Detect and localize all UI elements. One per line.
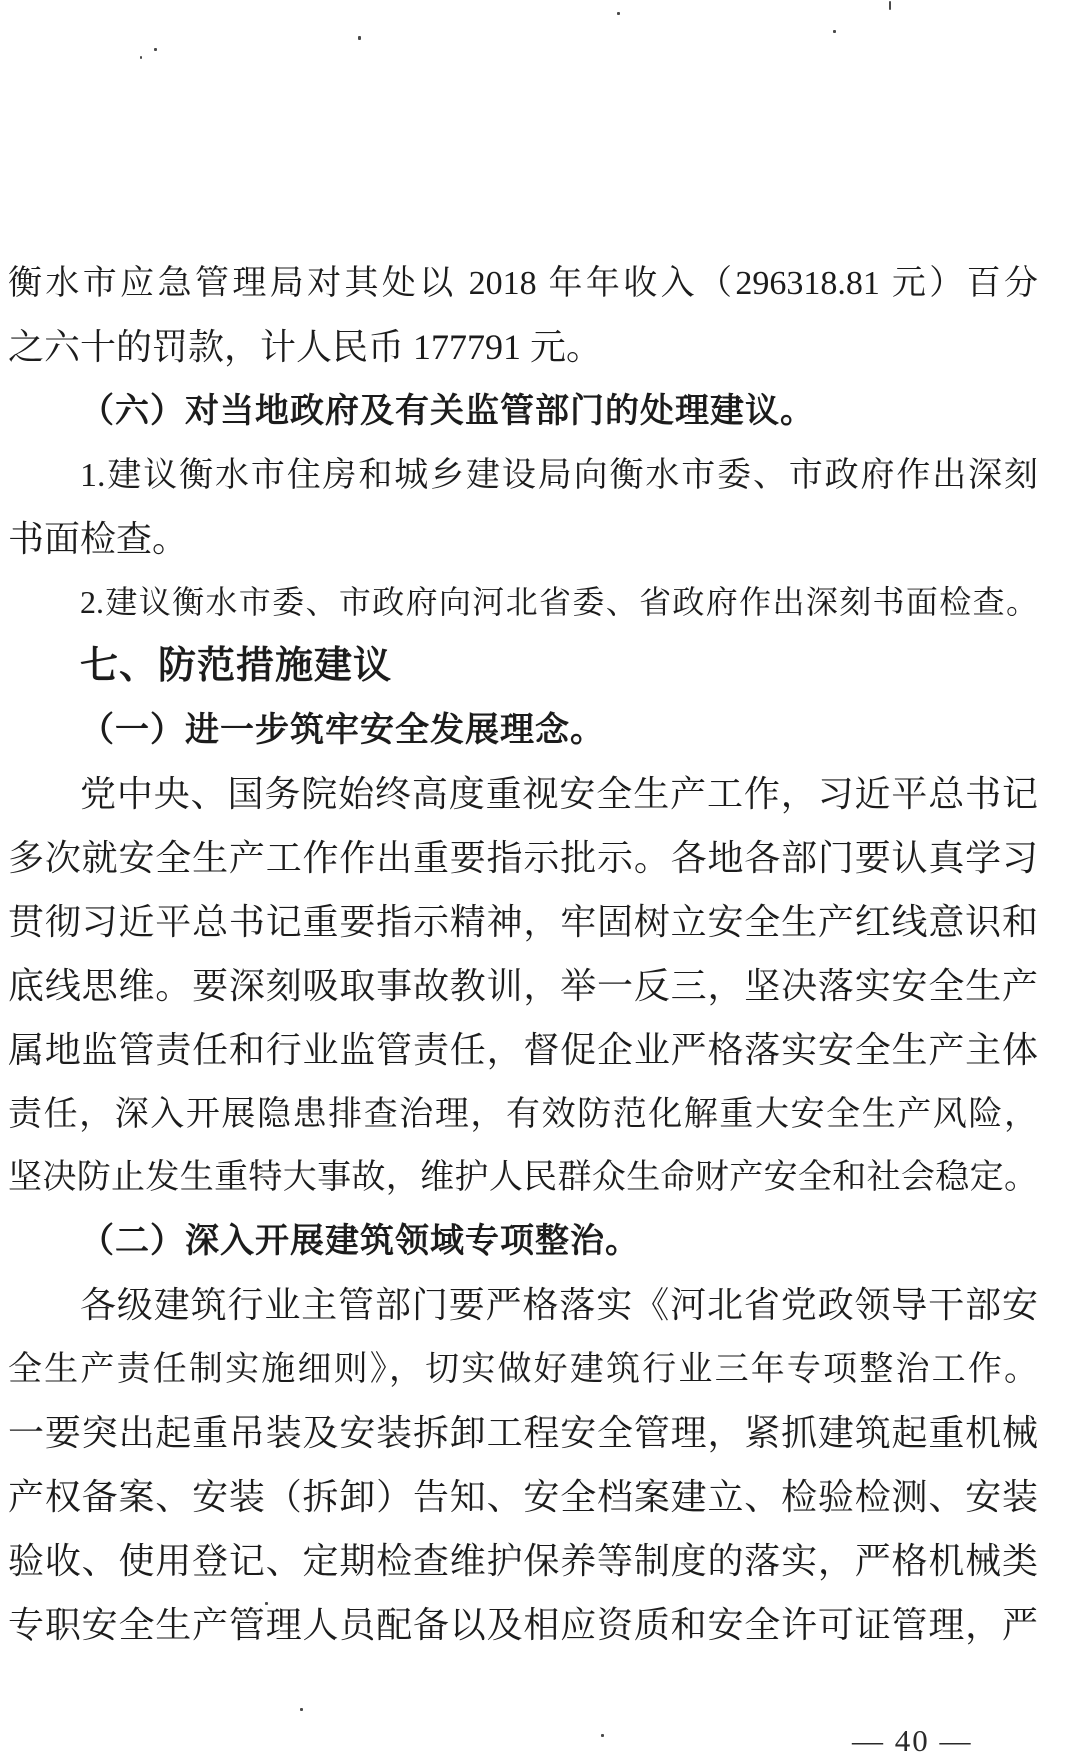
text-line: 贯彻习近平总书记重要指示精神，牢固树立安全生产红线意识和 xyxy=(8,901,1038,942)
text-line: 各级建筑行业主管部门要严格落实《河北省党政领导干部安 xyxy=(80,1285,1038,1326)
text-line: 属地监管责任和行业监管责任，督促企业严格落实安全生产主体 xyxy=(8,1029,1038,1070)
page-number: — 40 — xyxy=(852,1723,973,1758)
text-line: 验收、使用登记、定期检查维护保养等制度的落实，严格机械类 xyxy=(8,1540,1038,1581)
text-line: 底线思维。要深刻吸取事故教训，举一反三，坚决落实安全生产 xyxy=(8,965,1038,1006)
scan-speckle xyxy=(154,48,157,51)
text-line: 之六十的罚款，计人民币 177791 元。 xyxy=(8,326,603,367)
heading-line: （一）进一步筑牢安全发展理念。 xyxy=(80,712,605,750)
text-line: 全生产责任制实施细则》，切实做好建筑行业三年专项整治工作。 xyxy=(8,1351,1038,1389)
text-line: 1.建议衡水市住房和城乡建设局向衡水市委、市政府作出深刻 xyxy=(80,456,1038,494)
heading-line: （二）深入开展建筑领域专项整治。 xyxy=(80,1223,640,1261)
text-line: 衡水市应急管理局对其处以 2018 年年收入（296318.81 元）百分 xyxy=(8,265,1038,302)
scan-speckle xyxy=(833,30,836,33)
document-text-block xyxy=(8,252,1038,1658)
scan-speckle xyxy=(601,1734,604,1737)
text-line: 专职安全生产管理人员配备以及相应资质和安全许可证管理，严 xyxy=(8,1604,1038,1645)
text-line: 产权备案、安装（拆卸）告知、安全档案建立、检验检测、安装 xyxy=(8,1476,1038,1517)
text-line: 坚决防止发生重特大事故，维护人民群众生命财产安全和社会稳定。 xyxy=(8,1159,1038,1197)
text-line: 多次就安全生产工作作出重要指示批示。各地各部门要认真学习 xyxy=(8,838,1038,879)
scan-speckle xyxy=(617,12,620,15)
scan-speckle xyxy=(300,1708,303,1711)
scan-speckle xyxy=(889,1,891,10)
text-line: 书面检查。 xyxy=(8,518,189,559)
text-line: 2.建议衡水市委、市政府向河北省委、省政府作出深刻书面检查。 xyxy=(80,584,1038,621)
text-line: 一要突出起重吊装及安装拆卸工程安全管理，紧抓建筑起重机械 xyxy=(8,1413,1038,1454)
text-line: 责任，深入开展隐患排查治理，有效防范化解重大安全生产风险， xyxy=(8,1095,1038,1133)
scan-speckle xyxy=(358,36,361,40)
section-line: 七、防范措施建议 xyxy=(80,645,393,688)
text-line: 党中央、国务院始终高度重视安全生产工作，习近平总书记 xyxy=(80,774,1038,815)
scan-speckle xyxy=(140,56,142,59)
heading-line: （六）对当地政府及有关监管部门的处理建议。 xyxy=(80,392,815,430)
